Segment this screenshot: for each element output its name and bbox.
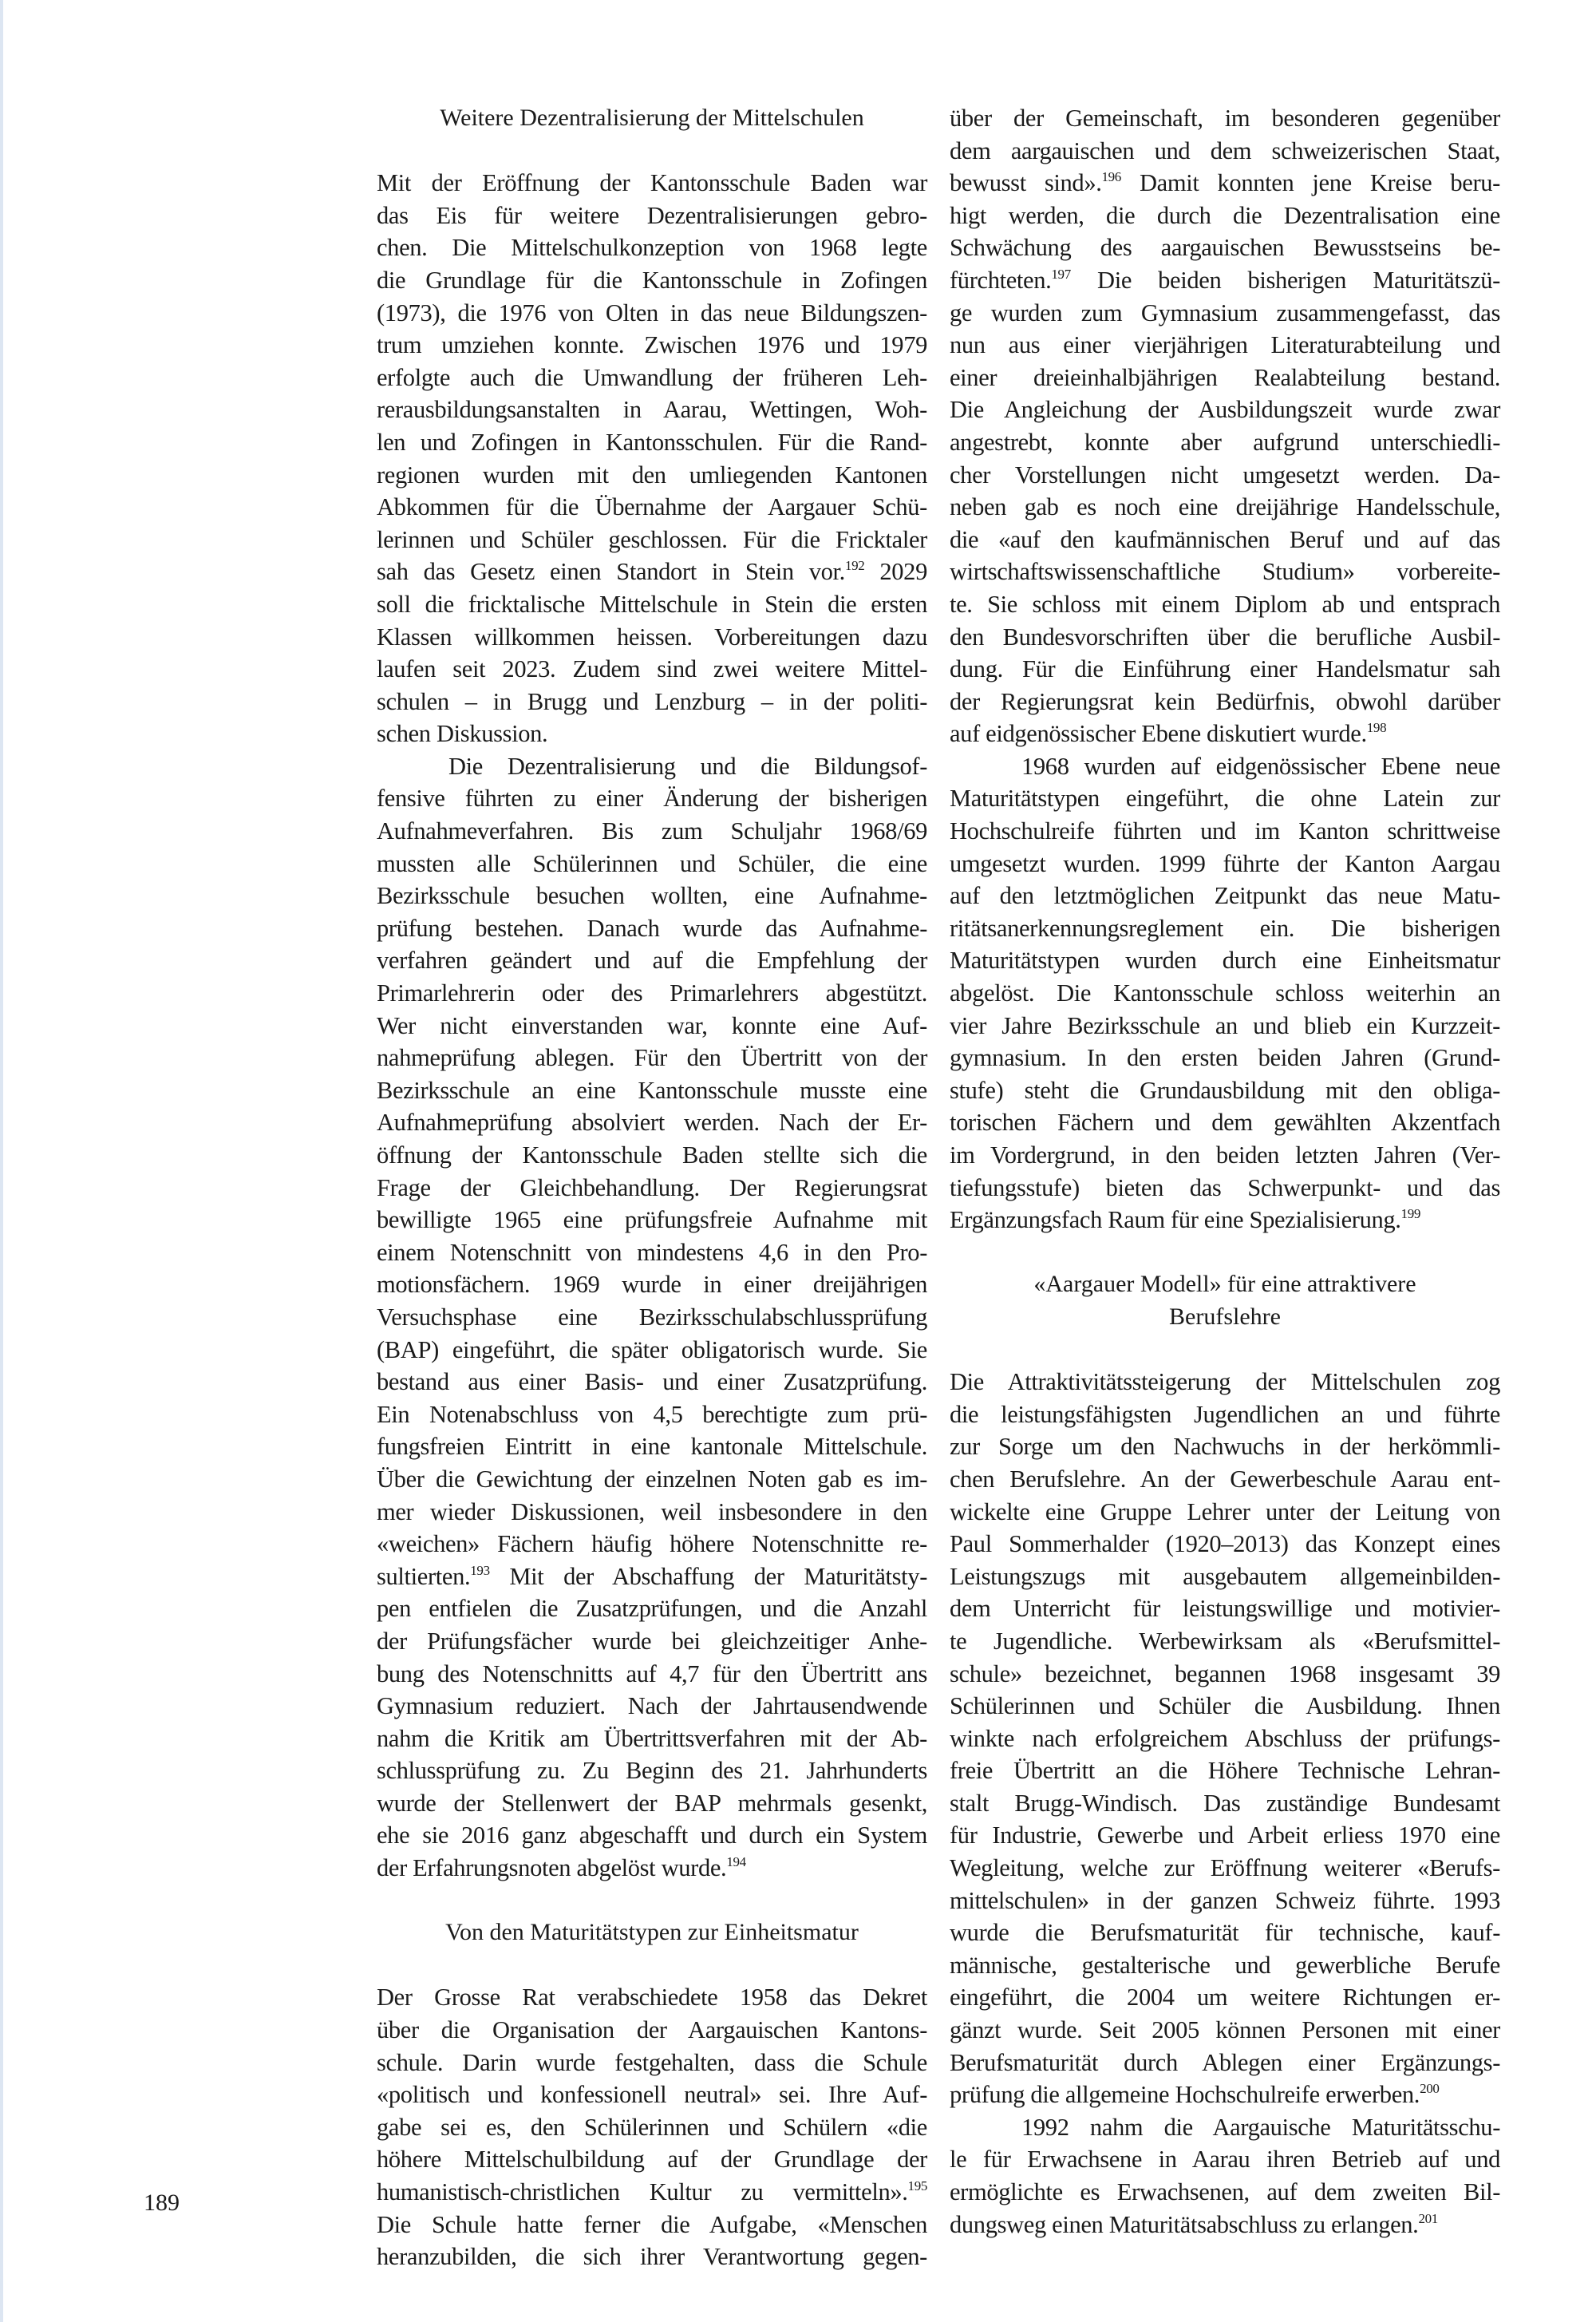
text-line: dem Unterricht für leistungswillige und motivier- [950,1595,1500,1623]
text-line: dung. Für die Einführung einer Handelsmatur sah [950,655,1500,683]
text-line: Versuchsphase eine Bezirksschulabschlussprüfung [377,1303,927,1331]
text-line: ritätsanerkennungsreglement ein. Die bisherigen [950,914,1500,942]
text-line: Schwächung des aargauischen Bewusstseins be- [950,234,1500,262]
text-line: bestand aus einer Basis- und einer Zusatzprüfung. [377,1368,927,1396]
text-line: das Eis für weitere Dezentralisierungen gebro- [377,201,927,229]
text-line: eingeführt, die 2004 um weitere Richtungen er- [950,1984,1500,2011]
text-line: 1968 wurden auf eidgenössischer Ebene neue [1021,752,1500,780]
footnote-marker: 192 [844,558,865,574]
text-line: wurde der Stellenwert der BAP mehrmals gesenkt, [377,1789,927,1817]
spacer [377,135,927,168]
text-line: die «auf den kaufmännischen Beruf und auf das [950,525,1500,553]
text-line: nahmeprüfung ablegen. Für den Übertritt von der [377,1044,927,1072]
text-line: prüfung bestehen. Danach wurde das Aufnahme- [377,914,927,942]
text-line: die leistungsfähigsten Jugendlichen an und führte [950,1400,1500,1428]
text-line: ermöglichte es Erwachsenen, auf dem zweiten Bil- [950,2178,1500,2205]
text-line: heranzubilden, die sich ihrer Verantwortung gegen- [377,2243,927,2271]
footnote-marker: 193 [470,1562,490,1578]
page-edge [0,0,3,2322]
text-line: mer wieder Diskussionen, weil insbesondere in den [377,1497,927,1525]
text-line: (BAP) eingeführt, die später obligatorisch wurde. Sie [377,1335,927,1363]
spacer [377,1949,927,1982]
text-line: Maturitätstypen wurden durch eine Einheitsmatur [950,947,1500,975]
text-line: sah das Gesetz einen Standort in Stein vor.$^{192}$ 2029 [377,558,927,586]
text-line: Wer nicht einverstanden war, konnte eine Auf- [377,1011,927,1039]
heading-line: Berufslehre [1169,1303,1281,1330]
text-line: te Jugendliche. Werbewirksam als «Berufsmittel- [950,1627,1500,1655]
text-line: (1973), die 1976 von Olten in das neue Bildungszen- [377,299,927,326]
text-line: Paul Sommerhalder (1920–2013) das Konzept eines [950,1530,1500,1558]
text-line: die Grundlage für die Kantonsschule in Zofingen [377,266,927,294]
text-line: bewilligte 1965 eine prüfungsfreie Aufnahme mit [377,1206,927,1234]
text-line: gymnasium. In den ersten beiden Jahren (Grund- [950,1044,1500,1072]
text-line: Die Angleichung der Ausbildungszeit wurde zwar [950,396,1500,424]
text-line: motionsfächern. 1969 wurde in einer dreijährigen [377,1271,927,1299]
text-line: wickelte eine Gruppe Lehrer unter der Leitung von [950,1497,1500,1525]
heading-line: Von den Maturitätstypen zur Einheitsmatur [445,1919,859,1946]
text-line: «weichen» Fächern häufig höhere Notenschnitte re- [377,1530,927,1558]
text-line: soll die fricktalische Mittelschule in Stein die ersten [377,590,927,618]
text-line: chen Berufslehre. An der Gewerbeschule Aarau ent- [950,1465,1500,1493]
text-line: über der Gemeinschaft, im besonderen gegenüber [950,105,1500,132]
text-line: höhere Mittelschulbildung auf der Grundlage der [377,2146,927,2174]
text-line: Gymnasium reduziert. Nach der Jahrtausendwende [377,1692,927,1720]
text-line: wirtschaftswissenschaftliche Studium» vorbereite- [950,558,1500,586]
text-line: stufe) steht die Grundausbildung mit den obliga- [950,1076,1500,1104]
text-line: Aufnahmeverfahren. Bis zum Schuljahr 1968/69 [377,817,927,845]
text-line: nun aus einer vierjährigen Literaturabteilung und [950,331,1500,359]
section-heading [377,102,927,135]
text-line: der Prüfungsfächer wurde bei gleichzeitiger Anhe- [377,1627,927,1655]
section-heading [950,1268,1500,1333]
text-line: Aufnahmeprüfung absolviert werden. Nach der Er- [377,1109,927,1137]
text-line: torischen Fächern und dem gewählten Akzentfach [950,1109,1500,1137]
text-line: auf eidgenössischer Ebene diskutiert wurde.$^{198}$ [950,720,1387,748]
text-line: abgelöst. Die Kantonsschule schloss weiterhin an [950,979,1500,1007]
text-line: ge wurden zum Gymnasium zusammengefasst, das [950,299,1500,326]
spacer [950,1236,1500,1269]
spacer [950,1334,1500,1367]
text-line: 1992 nahm die Aargauische Maturitätsschu- [1021,2113,1500,2141]
page-number: 189 [144,2189,180,2216]
text-line: Ein Notenabschluss von 4,5 berechtigte zum prü- [377,1400,927,1428]
text-line: bung des Notenschnitts auf 4,7 für den Übertritt ans [377,1659,927,1687]
footnote-marker: 194 [726,1854,746,1870]
text-line: len und Zofingen in Kantonsschulen. Für die Rand- [377,428,927,456]
text-line: nahm die Kritik am Übertrittsverfahren mit der Ab- [377,1724,927,1752]
paragraph [377,750,927,1885]
text-line: Bezirksschule besuchen wollten, eine Aufnahme- [377,882,927,910]
text-line: Über die Gewichtung der einzelnen Noten gab es im- [377,1465,927,1493]
footnote-marker: 196 [1101,169,1121,185]
text-line: Klassen willkommen heissen. Vorbereitungen dazu [377,623,927,651]
text-line: lerinnen und Schüler geschlossen. Für die Fricktaler [377,525,927,553]
footnote-marker: 200 [1420,2081,1440,2097]
text-line: Schülerinnen und Schüler die Ausbildung. Ihnen [950,1692,1500,1720]
text-line: dem aargauischen und dem schweizerischen Staat, [950,136,1500,164]
text-line: der Regierungsrat kein Bedürfnis, obwohl darüber [950,687,1500,715]
text-line: Die Schule hatte ferner die Aufgabe, «Menschen [377,2210,927,2238]
text-line: gänzt wurde. Seit 2005 können Personen mit einer [950,2016,1500,2044]
text-line: winkte nach erfolgreichem Abschluss der prüfungs- [950,1724,1500,1752]
section-heading [377,1917,927,1949]
heading-line: «Aargauer Modell» für eine attraktivere [1033,1271,1416,1298]
text-line: einer dreieinhalbjährigen Realabteilung bestand. [950,363,1500,391]
text-line: neben gab es noch eine dreijährige Handelsschule, [950,493,1500,521]
text-line: rerausbildungsanstalten in Aarau, Wettingen, Woh- [377,396,927,424]
text-line: auf den letztmöglichen Zeitpunkt das neue Matu- [950,882,1500,910]
text-line: im Vordergrund, in den beiden letzten Jahren (Ver- [950,1141,1500,1169]
text-line: fürchteten.$^{197}$ Die beiden bisherigen Maturitätszü- [950,266,1500,294]
text-line: Frage der Gleichbehandlung. Der Regierungsrat [377,1173,927,1201]
text-line: Maturitätstypen eingeführt, die ohne Latein zur [950,785,1500,813]
text-line: stalt Brugg-Windisch. Das zuständige Bundesamt [950,1789,1500,1817]
text-line: humanistisch-christlichen Kultur zu vermitteln».$^{195}$ [377,2178,927,2205]
text-line: dungsweg einen Maturitätsabschluss zu erlangen.$^{201}$ [950,2210,1438,2238]
text-line: higt werden, die durch die Dezentralisation eine [950,201,1500,229]
text-line: pen entfielen die Zusatzprüfungen, und die Anzahl [377,1595,927,1623]
text-line: Bezirksschule an eine Kantonsschule musste eine [377,1076,927,1104]
footnote-marker: 197 [1051,266,1071,282]
text-line: angestrebt, konnte aber aufgrund unterschiedli- [950,428,1500,456]
text-line: freie Übertritt an die Höhere Technische Lehran- [950,1757,1500,1785]
footnote-marker: 201 [1418,2210,1438,2226]
text-line: regionen wurden mit den umliegenden Kantonen [377,461,927,489]
heading-line: Weitere Dezentralisierung der Mittelschulen [440,105,864,131]
paragraph [950,750,1500,1236]
text-line: te. Sie schloss mit einem Diplom ab und entsprach [950,590,1500,618]
text-line: gabe sei es, den Schülerinnen und Schülern «die [377,2113,927,2141]
spacer [377,1885,927,1917]
footnote-marker: 199 [1400,1206,1420,1222]
paragraph [377,1981,927,2273]
text-line: mittelschulen» in der ganzen Schweiz führte. 1993 [950,1886,1500,1914]
paragraph [950,2111,1500,2241]
text-line: trum umziehen konnte. Zwischen 1976 und 1979 [377,331,927,359]
text-line: chen. Die Mittelschulkonzeption von 1968 legte [377,234,927,262]
text-line: wurde die Berufsmaturität für technische, kauf- [950,1919,1500,1947]
text-line: zur Sorge um den Nachwuchs in der herkömmli- [950,1433,1500,1461]
text-line: ehe sie 2016 ganz abgeschafft und durch ein System [377,1822,927,1849]
text-line: männische, gestalterische und gewerbliche Berufe [950,1951,1500,1979]
text-line: für Industrie, Gewerbe und Arbeit erliess 1970 eine [950,1822,1500,1849]
text-line: cher Vorstellungen nicht umgesetzt werden. Da- [950,461,1500,489]
left-column [377,102,927,2273]
text-line: Wegleitung, welche zur Eröffnung weiterer «Berufs- [950,1854,1500,1882]
text-line: «politisch und konfessionell neutral» sei. Ihre Auf- [377,2081,927,2109]
text-line: tiefungsstufe) bieten das Schwerpunkt- und das [950,1173,1500,1201]
text-line: bewusst sind».$^{196}$ Damit konnten jene Kreise beru- [950,169,1500,197]
footnote-marker: 195 [907,2178,927,2193]
footnote-marker: 198 [1366,720,1387,736]
text-line: mussten alle Schülerinnen und Schüler, die eine [377,849,927,877]
text-line: Die Attraktivitätssteigerung der Mittelschulen zog [950,1368,1500,1396]
text-line: schule. Darin wurde festgehalten, dass die Schule [377,2048,927,2076]
text-line: schule» bezeichnet, begannen 1968 insgesamt 39 [950,1659,1500,1687]
text-line: vier Jahre Bezirksschule an und blieb ein Kurzzeit- [950,1011,1500,1039]
text-line: über die Organisation der Aargauischen Kantons- [377,2016,927,2044]
paragraph [377,167,927,750]
text-line: laufen seit 2023. Zudem sind zwei weitere Mittel- [377,655,927,683]
paragraph [950,102,1500,750]
text-line: Der Grosse Rat verabschiedete 1958 das Dekret [377,1984,927,2011]
text-line: prüfung die allgemeine Hochschulreife erwerben.$^{200}$ [950,2081,1440,2109]
text-line: Hochschulreife führten und im Kanton schrittweise [950,817,1500,845]
text-line: le für Erwachsene in Aarau ihren Betrieb auf und [950,2146,1500,2174]
text-line: öffnung der Kantonsschule Baden stellte sich die [377,1141,927,1169]
text-line: schen Diskussion. [377,720,548,748]
text-line: den Bundesvorschriften über die berufliche Ausbil- [950,623,1500,651]
paragraph [950,1366,1500,2111]
right-column [950,102,1500,2241]
text-line: der Erfahrungsnoten abgelöst wurde.$^{194}$ [377,1854,746,1882]
text-line: fensive führten zu einer Änderung der bisherigen [377,785,927,813]
text-line: Ergänzungsfach Raum für eine Spezialisierung.$^{199}$ [950,1206,1420,1234]
text-line: Mit der Eröffnung der Kantonsschule Baden war [377,169,927,197]
text-line: Berufsmaturität durch Ablegen einer Ergänzungs- [950,2048,1500,2076]
text-line: umgesetzt wurden. 1999 führte der Kanton Aargau [950,849,1500,877]
text-line: sultierten.$^{193}$ Mit der Abschaffung der Maturitätsty- [377,1562,927,1590]
text-line: Primarlehrerin oder des Primarlehrers abgestützt. [377,979,927,1007]
text-line: einem Notenschnitt von mindestens 4,6 in den Pro- [377,1238,927,1266]
text-line: schlussprüfung zu. Zu Beginn des 21. Jahrhunderts [377,1757,927,1785]
text-line: Abkommen für die Übernahme der Aargauer Schü- [377,493,927,521]
text-line: Die Dezentralisierung und die Bildungsof- [448,752,927,780]
text-line: erfolgte auch die Umwandlung der früheren Leh- [377,363,927,391]
text-line: fungsfreien Eintritt in eine kantonale Mittelschule. [377,1433,927,1461]
text-line: verfahren geändert und auf die Empfehlung der [377,947,927,975]
text-line: schulen – in Brugg und Lenzburg – in der politi- [377,687,927,715]
text-line: Leistungszugs mit ausgebautem allgemeinbilden- [950,1562,1500,1590]
